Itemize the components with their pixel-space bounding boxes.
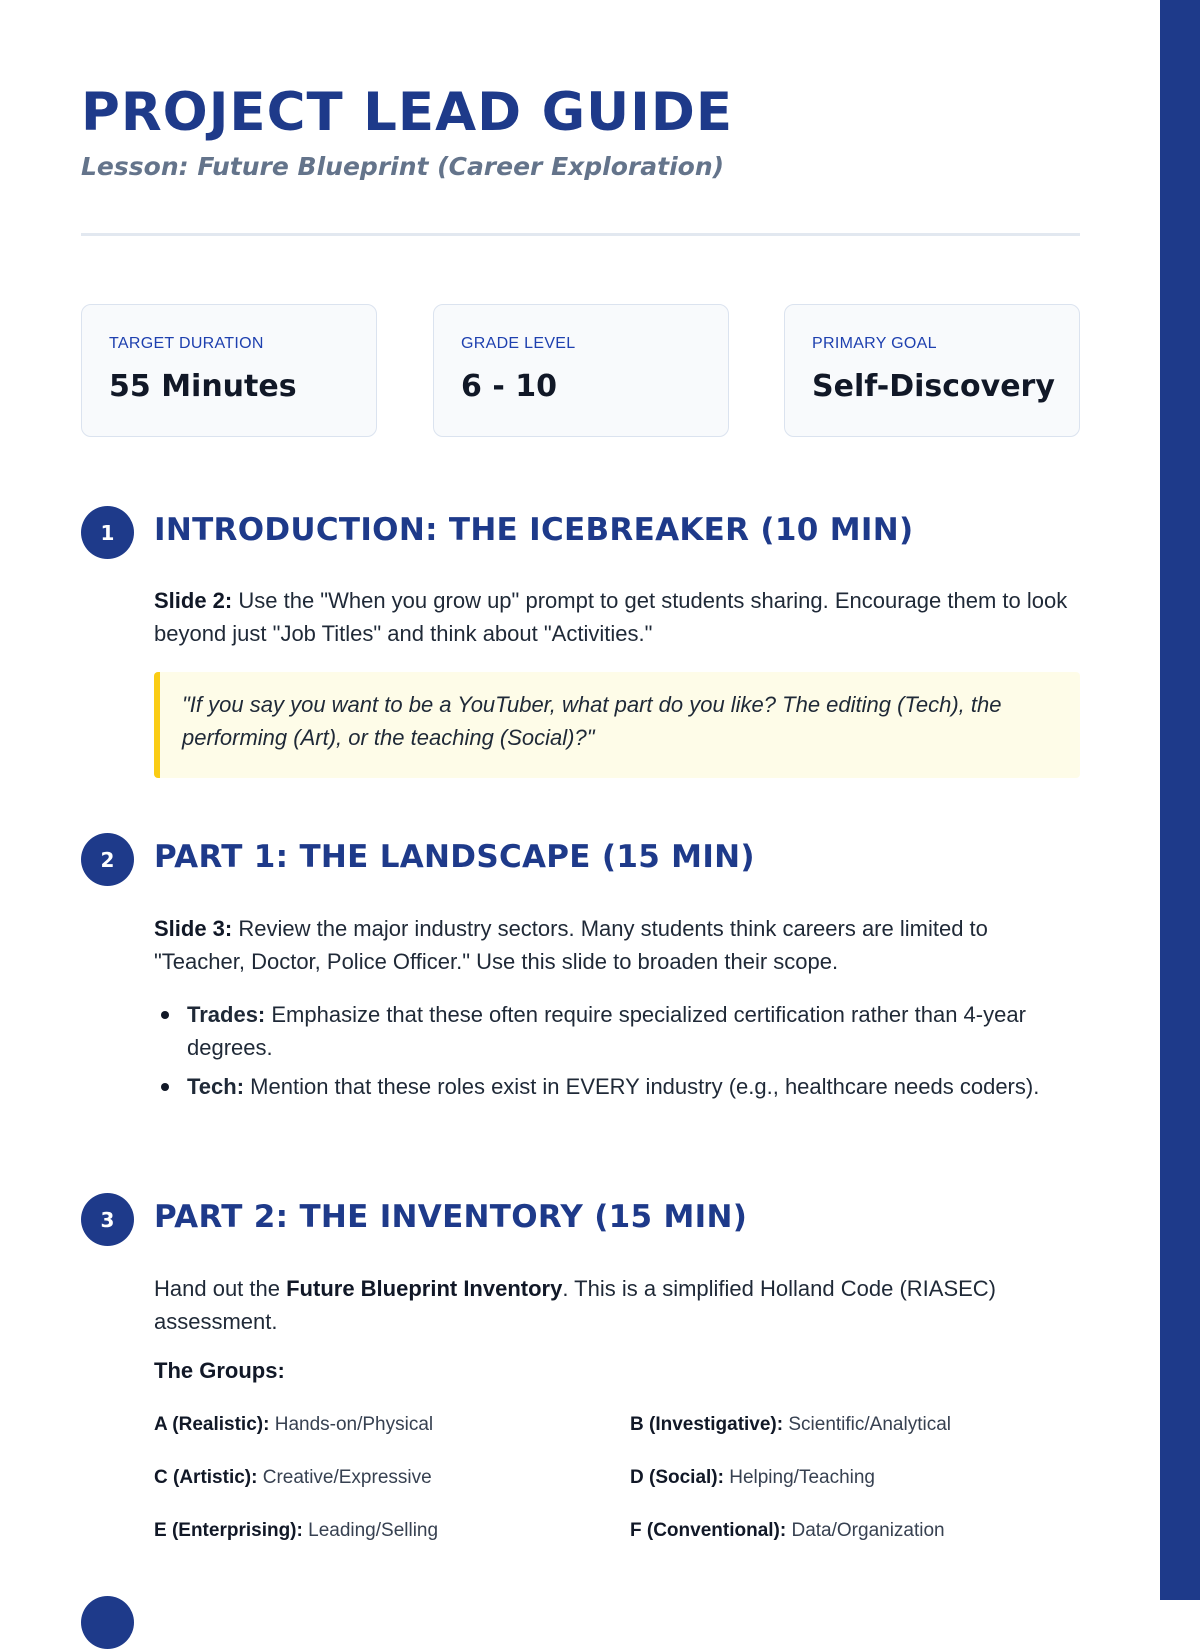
inventory-name: Future Blueprint Inventory (286, 1276, 563, 1301)
group-item (154, 1520, 438, 1542)
step-number-badge: 3 (81, 1193, 134, 1246)
bullet-dot-icon (161, 1011, 169, 1019)
group-term: C (Artistic): (154, 1467, 258, 1488)
page-subtitle: Lesson: Future Blueprint (Career Exploration) (81, 152, 725, 181)
slide-label: Slide 2: (154, 588, 233, 613)
header-divider (81, 233, 1080, 236)
next-step-badge-peek (81, 1596, 134, 1649)
bullet-text: Emphasize that these often require specialized certification rather than 4-year degrees. (187, 1002, 1026, 1060)
group-term: E (Enterprising): (154, 1520, 303, 1541)
bullet-term: Tech: (187, 1074, 245, 1099)
section-paragraph (154, 912, 1080, 978)
stat-card-primary-goal (784, 304, 1080, 437)
stat-card-duration (81, 304, 377, 437)
groups-label: The Groups: (154, 1358, 285, 1383)
bullet-list (154, 998, 1080, 1109)
page-title: PROJECT LEAD GUIDE (81, 82, 734, 143)
list-item (154, 1070, 1080, 1103)
list-item (154, 998, 1080, 1064)
group-desc: Creative/Expressive (257, 1467, 432, 1488)
section-title: PART 1: THE LANDSCAPE (15 MIN) (154, 839, 755, 875)
group-item (154, 1467, 432, 1489)
group-term: F (Conventional): (630, 1520, 787, 1541)
section-paragraph (154, 584, 1080, 650)
paragraph-text: Use the "When you grow up" prompt to get students sharing. Encourage them to look beyond just "Job Titles" and think about "Activities." (154, 588, 1068, 646)
stat-label: GRADE LEVEL (461, 335, 576, 352)
group-term: D (Social): (630, 1467, 724, 1488)
group-desc: Scientific/Analytical (783, 1414, 951, 1435)
bullet-text: Mention that these roles exist in EVERY industry (e.g., healthcare needs coders). (244, 1074, 1040, 1099)
group-term: B (Investigative): (630, 1414, 784, 1435)
group-item (154, 1414, 433, 1436)
step-number-badge: 1 (81, 506, 134, 559)
section-title: PART 2: THE INVENTORY (15 MIN) (154, 1199, 748, 1235)
group-item (630, 1414, 951, 1436)
stat-value: 6 - 10 (461, 369, 557, 404)
paragraph-text: Review the major industry sectors. Many students think careers are limited to "Teacher, Doctor, Police Officer." Use this slide to broaden their scope. (154, 916, 988, 974)
group-desc: Data/Organization (786, 1520, 945, 1541)
group-desc: Leading/Selling (302, 1520, 439, 1541)
paragraph-text: Hand out the (154, 1276, 287, 1301)
stat-label: PRIMARY GOAL (812, 335, 937, 352)
bullet-term: Trades: (187, 1002, 266, 1027)
quote-callout: "If you say you want to be a YouTuber, what part do you like? The editing (Tech), the performing (Art), or the teaching (Social)?" (154, 672, 1080, 778)
slide-label: Slide 3: (154, 916, 233, 941)
bullet-dot-icon (161, 1083, 169, 1091)
step-number-badge: 2 (81, 833, 134, 886)
group-item (630, 1520, 945, 1542)
stat-value: Self-Discovery (812, 369, 1055, 404)
stat-label: TARGET DURATION (109, 335, 264, 352)
section-title: INTRODUCTION: THE ICEBREAKER (10 MIN) (154, 512, 914, 548)
group-desc: Helping/Teaching (723, 1467, 875, 1488)
side-accent-bar (1160, 0, 1200, 1600)
group-term: A (Realistic): (154, 1414, 270, 1435)
stat-card-grade-level (433, 304, 729, 437)
paragraph-text: . This is a simplified Holland Code (RIASEC) assessment. (154, 1276, 996, 1334)
stat-value: 55 Minutes (109, 369, 297, 404)
section-paragraph (154, 1272, 1080, 1338)
group-item (630, 1467, 875, 1489)
group-desc: Hands-on/Physical (269, 1414, 434, 1435)
